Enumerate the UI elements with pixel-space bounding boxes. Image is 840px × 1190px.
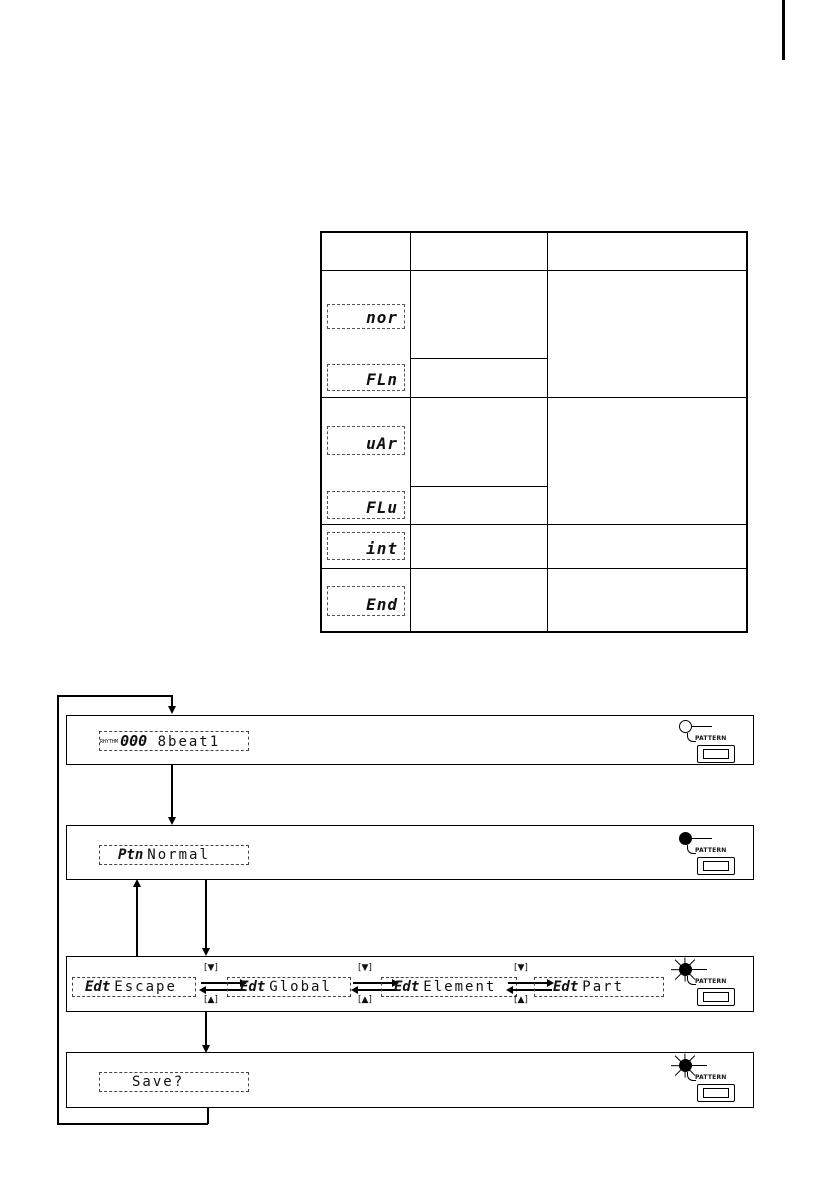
- table-col-divider-2: [547, 233, 548, 631]
- flow-line: [205, 1012, 207, 1046]
- arrow-down-icon: [202, 948, 210, 956]
- pattern-led-off: [679, 720, 692, 733]
- lcd-prefix: Edt: [553, 979, 579, 995]
- key-down-label: [▼]: [514, 963, 528, 973]
- lcd-text: nor: [366, 308, 398, 327]
- panel-pattern-play: [66, 825, 754, 880]
- panel-song-select: [66, 715, 754, 765]
- table-row-line: [322, 568, 746, 569]
- led-leader: [692, 838, 712, 839]
- table-row-line: [410, 358, 547, 359]
- lcd-text: End: [366, 595, 398, 614]
- page-edge-bar: [782, 0, 785, 60]
- rhythm-number: 000: [120, 732, 148, 750]
- panel-save: [66, 1052, 754, 1108]
- lcd-prefix: Edt: [240, 979, 266, 995]
- lcd-item: Element: [423, 979, 497, 995]
- lcd-int: [327, 532, 405, 560]
- lcd-uar: [327, 426, 405, 455]
- lcd-rhythm: [99, 731, 249, 751]
- lcd-nor: [327, 304, 405, 329]
- table-row-line: [322, 524, 746, 525]
- arrow-up-icon: [133, 879, 141, 887]
- lcd-prefix: Ptn: [118, 847, 144, 863]
- loop-line-rise: [207, 1107, 209, 1124]
- lcd-text: uAr: [366, 434, 398, 453]
- pattern-led-blinking: [679, 1059, 692, 1072]
- key-down-label: [▼]: [204, 963, 218, 973]
- loop-line-bottom: [57, 1123, 208, 1125]
- pattern-label: PATTERN: [695, 978, 727, 985]
- key-up-label: [▲]: [204, 995, 218, 1005]
- table-row-line: [410, 486, 547, 487]
- flow-line-down: [205, 880, 207, 949]
- pattern-button[interactable]: [697, 857, 735, 875]
- lcd-edit-escape: [72, 977, 196, 997]
- lcd-mode: Normal: [147, 847, 210, 863]
- lcd-pattern: [99, 845, 249, 865]
- led-leader: [692, 726, 712, 727]
- key-down-label: [▼]: [358, 963, 372, 973]
- pattern-label: PATTERN: [695, 847, 727, 854]
- pattern-button[interactable]: [697, 988, 735, 1006]
- lcd-prefix: Edt: [394, 979, 420, 995]
- key-up-label: [▲]: [514, 995, 528, 1005]
- lcd-save: [99, 1072, 249, 1092]
- panel-edit-menu: [66, 956, 754, 1012]
- lcd-item: Escape: [114, 979, 177, 995]
- key-up-label: [▲]: [358, 995, 372, 1005]
- pattern-control: [671, 830, 737, 878]
- loop-line-left: [57, 695, 59, 1125]
- lcd-prefix: Edt: [85, 979, 111, 995]
- pattern-button[interactable]: [697, 745, 735, 763]
- pattern-button[interactable]: [697, 1084, 735, 1102]
- arrow-down-icon: [168, 817, 176, 825]
- lcd-save-text: Save?: [132, 1074, 185, 1090]
- lcd-text: int: [366, 539, 398, 558]
- lcd-edit-global: [227, 977, 351, 997]
- arrow-down-icon: [168, 706, 176, 714]
- lcd-text: FLn: [366, 370, 398, 389]
- flow-line-up: [136, 885, 138, 956]
- pattern-label: PATTERN: [695, 1074, 727, 1081]
- lcd-end: [327, 586, 405, 616]
- table-row-line: [322, 397, 746, 398]
- pattern-control: [671, 961, 737, 1009]
- rhythm-label: RHYTHM: [100, 739, 119, 745]
- lcd-fln: [327, 364, 405, 391]
- flow-line: [171, 765, 173, 818]
- pattern-control: [671, 1057, 737, 1105]
- lcd-edit-part: [534, 977, 664, 997]
- pattern-led-blinking: [679, 963, 692, 976]
- pattern-label: PATTERN: [695, 735, 727, 742]
- lcd-flu: [327, 491, 405, 519]
- table-header-line: [322, 270, 746, 271]
- lcd-item: Part: [582, 979, 625, 995]
- loop-line-top: [57, 695, 172, 697]
- lcd-item: Global: [269, 979, 332, 995]
- lcd-text: FLu: [366, 498, 398, 517]
- rhythm-name: 8beat1: [157, 734, 221, 750]
- pattern-control: [671, 718, 737, 766]
- table-col-divider-1: [410, 233, 411, 631]
- variation-table: [320, 231, 748, 633]
- pattern-led-on: [679, 832, 692, 845]
- lcd-edit-element: [381, 977, 517, 997]
